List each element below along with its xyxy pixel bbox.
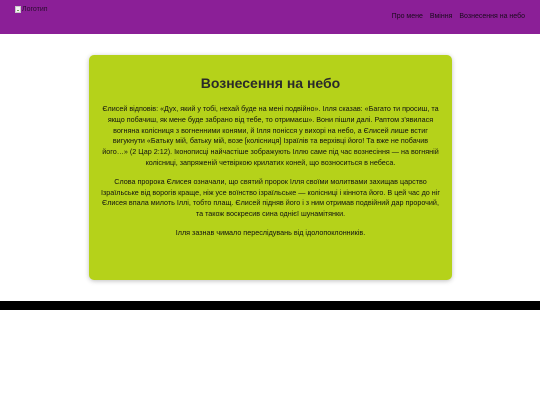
nav-link-skills[interactable]: Вміння xyxy=(429,13,453,20)
paragraph-3: Ілля зазнав чимало переслідувань від ідолопоклонників. xyxy=(175,227,366,237)
page-title: Вознесення на небо xyxy=(200,75,341,91)
logo-alt-text: Логотип xyxy=(22,6,48,13)
nav-link-ascension[interactable]: Вознесення на небо xyxy=(459,13,525,20)
top-navbar xyxy=(0,0,540,34)
nav-link-about[interactable]: Про мене xyxy=(391,13,423,20)
paragraph-1: Єлисей відповів: «Дух, який у тобі, нехай буде на мені подвійно». Ілля сказав: «Багато ти просиш, та якщо побачиш, як мене буде забрано від тебе, то отримаєш». Вони пішли далі. Раптом з'явилася вогняна колісниця з вогненними конями, й Ілля понісся у вихорі на небо, а Єлисей лише встиг вигукнути «Батьку мій, батьку мій, возе [колісниця] Ізраїлів та верхівці його! Та вже не побачив його…» (2 Цар 2:12). Іконописці найчастіше зображують Іллю саме під час вознесіння — на вогняній колісниці, запряженій четвіркою крилатих коней, що возноситься в небеса. xyxy=(102,104,439,167)
logo[interactable] xyxy=(15,6,48,14)
broken-image-icon xyxy=(15,6,21,13)
footer-bar xyxy=(0,301,540,310)
main-nav xyxy=(392,12,525,21)
paragraph-2: Слова пророка Єлисея означали, що святий пророк Ілля своїми молитвами захищав царство Ізраїльське від ворогів краще, ніж усе воїнство ізраїльське — колісниці і кіннота його. В цей час до ніг Єлисея впала милоть Іллі, тобто плащ. Єлисей підняв його і з ним отримав подвійний дар пророчий, та також воскресив сина однієї шунамітянки. xyxy=(101,176,440,219)
content-card xyxy=(89,55,452,280)
